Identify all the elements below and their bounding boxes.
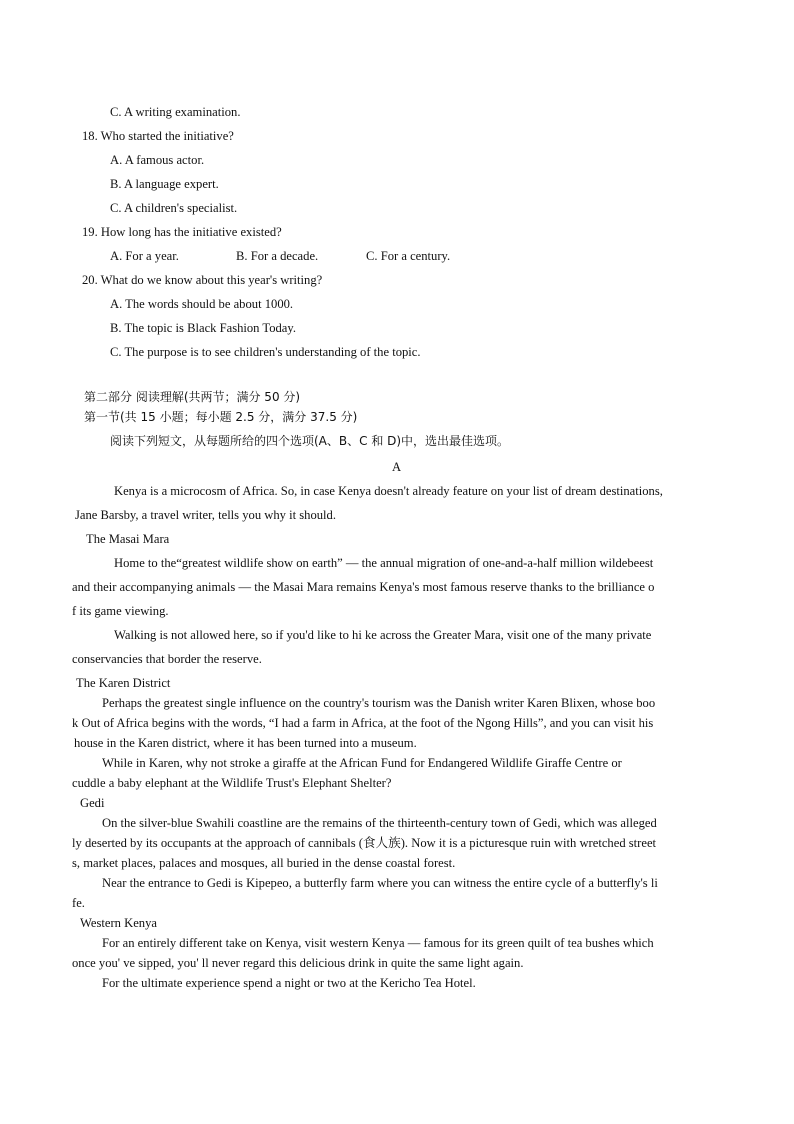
q20-option-c: C. The purpose is to see children's understanding of the topic. xyxy=(110,345,421,359)
masai-mara-heading: The Masai Mara xyxy=(86,532,170,546)
karen-p2-line-1: While in Karen, why not stroke a giraffe at the African Fund for Endangered Wildlife Giraffe Centre or xyxy=(102,756,622,770)
q19-option-c: C. For a century. xyxy=(366,249,451,263)
part2-heading: 第二部分 阅读理解(共两节；满分 50 分) xyxy=(84,390,301,404)
gedi-heading: Gedi xyxy=(80,796,105,810)
karen-p1-line-3: house in the Karen district, where it has been turned into a museum. xyxy=(74,736,417,750)
western-kenya-heading: Western Kenya xyxy=(80,916,157,930)
q19-option-b: B. For a decade. xyxy=(236,249,319,263)
masai-p2-line-1: Walking is not allowed here, so if you'd like to hi ke across the Greater Mara, visit one of the many private xyxy=(114,628,652,642)
masai-p1-line-2: and their accompanying animals — the Masai Mara remains Kenya's most famous reserve thanks to the brilliance o xyxy=(72,580,655,594)
karen-p1-line-1: Perhaps the greatest single influence on the country's tourism was the Danish writer Karen Blixen, whose boo xyxy=(102,696,656,710)
passage-label: A xyxy=(392,460,402,474)
section1-heading: 第一节(共 15 小题；每小题 2.5 分，满分 37.5 分) xyxy=(84,410,358,424)
q19-option-a: A. For a year. xyxy=(110,249,179,263)
q20-option-a: A. The words should be about 1000. xyxy=(110,297,294,311)
q20-option-b: B. The topic is Black Fashion Today. xyxy=(110,321,297,335)
gedi-p1-line-1: On the silver-blue Swahili coastline are the remains of the thirteenth-century town of Gedi, which was alleged xyxy=(102,816,657,830)
gedi-p1-line-2: ly deserted by its occupants at the approach of cannibals (食人族). Now it is a picturesque ruin with wretched street xyxy=(72,836,657,850)
q18-option-a: A. A famous actor. xyxy=(110,153,205,167)
q19-stem: 19. How long has the initiative existed? xyxy=(82,225,282,239)
q17-option-c: C. A writing examination. xyxy=(110,105,241,119)
section1-instruction: 阅读下列短文，从每题所给的四个选项(A、B、C 和 D)中，选出最佳选项。 xyxy=(110,434,510,448)
intro-line-2: Jane Barsby, a travel writer, tells you why it should. xyxy=(75,508,336,522)
q18-option-b: B. A language expert. xyxy=(110,177,219,191)
western-p2-line-1: For the ultimate experience spend a night or two at the Kericho Tea Hotel. xyxy=(102,976,476,990)
masai-p1-line-3: f its game viewing. xyxy=(72,604,169,618)
karen-p1-line-2: k Out of Africa begins with the words, “I had a farm in Africa, at the foot of the Ngong Hills”, and you can visit his xyxy=(72,716,654,730)
intro-line-1: Kenya is a microcosm of Africa. So, in case Kenya doesn't already feature on your list of dream destinations, xyxy=(114,484,663,498)
western-p1-line-2: once you' ve sipped, you' ll never regard this delicious drink in quite the same light again. xyxy=(72,956,524,970)
q20-stem: 20. What do we know about this year's writing? xyxy=(82,273,323,287)
q18-stem: 18. Who started the initiative? xyxy=(82,129,234,143)
masai-p1-line-1: Home to the“greatest wildlife show on earth” — the annual migration of one-and-a-half million wildebeest xyxy=(114,556,654,570)
q18-option-c: C. A children's specialist. xyxy=(110,201,238,215)
gedi-p2-line-2: fe. xyxy=(72,896,85,910)
western-p1-line-1: For an entirely different take on Kenya, visit western Kenya — famous for its green quilt of tea bushes which xyxy=(102,936,654,950)
karen-p2-line-2: cuddle a baby elephant at the Wildlife Trust's Elephant Shelter? xyxy=(72,776,392,790)
karen-district-heading: The Karen District xyxy=(76,676,171,690)
masai-p2-line-2: conservancies that border the reserve. xyxy=(72,652,262,666)
gedi-p1-line-3: s, market places, palaces and mosques, all buried in the dense coastal forest. xyxy=(72,856,456,870)
gedi-p2-line-1: Near the entrance to Gedi is Kipepeo, a butterfly farm where you can witness the entire cycle of a butterfly's li xyxy=(102,876,658,890)
